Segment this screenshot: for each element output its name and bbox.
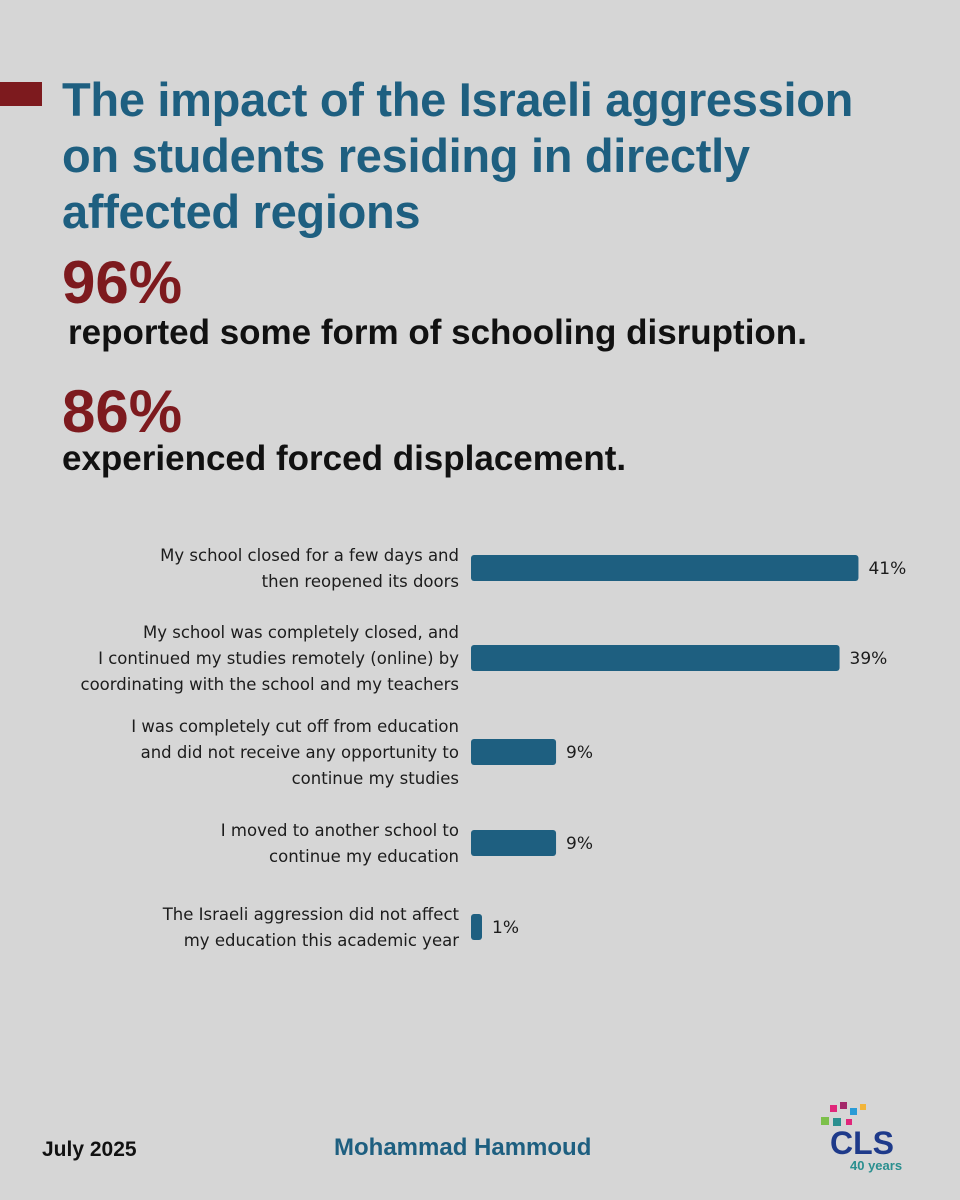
bar-value-label: 9% [566, 743, 594, 763]
category-label [221, 821, 459, 866]
logo-square [860, 1104, 866, 1110]
category-label [81, 623, 460, 694]
category-label-line: then reopened its doors [261, 572, 459, 591]
stat-description-disruption: reported some form of schooling disruption. [68, 313, 807, 352]
category-label-line: continue my studies [291, 769, 459, 788]
category-label [162, 905, 460, 950]
logo-subtext: 40 years [850, 1158, 903, 1173]
logo-text: CLS [830, 1125, 894, 1161]
bar-value-label: 39% [849, 649, 888, 669]
category-label-line: My school closed for a few days and [160, 546, 459, 565]
logo-square [840, 1102, 847, 1109]
cls-logo [816, 1100, 926, 1175]
category-label-line: The Israeli aggression did not affect [162, 905, 459, 924]
bar-chart [0, 530, 960, 970]
logo-square [821, 1117, 829, 1125]
bar-value-label: 9% [566, 834, 594, 854]
category-label-line: and did not receive any opportunity to [140, 743, 459, 762]
category-label-line: My school was completely closed, and [142, 623, 459, 642]
category-label-line: I continued my studies remotely (online) by [98, 649, 459, 668]
footer-date: July 2025 [42, 1138, 137, 1161]
category-label-line: I moved to another school to [220, 821, 459, 840]
category-label [131, 717, 459, 788]
category-label-line: I was completely cut off from education [131, 717, 459, 736]
logo-square [850, 1108, 857, 1115]
bar [471, 645, 840, 671]
footer-author: Mohammad Hammoud [334, 1134, 592, 1161]
page-title: The impact of the Israeli aggression on students residing in directly affected regions [62, 73, 854, 238]
bar-value-label: 41% [868, 559, 907, 579]
category-label-line: continue my education [269, 847, 459, 866]
logo-mosaic-icon [821, 1102, 866, 1126]
category-label-line: my education this academic year [183, 931, 459, 950]
category-label-line: coordinating with the school and my teachers [80, 675, 459, 694]
logo-square [830, 1105, 837, 1112]
bar-value-label: 1% [492, 918, 519, 938]
bar [471, 914, 482, 940]
bar [471, 739, 556, 765]
bar [471, 555, 858, 581]
title-accent-bar [0, 82, 42, 106]
stat-value-displacement: 86% [62, 378, 183, 445]
bar [471, 830, 556, 856]
stat-description-displacement: experienced forced displacement. [62, 439, 627, 478]
stat-value-disruption: 96% [62, 249, 183, 316]
category-label [160, 546, 459, 591]
